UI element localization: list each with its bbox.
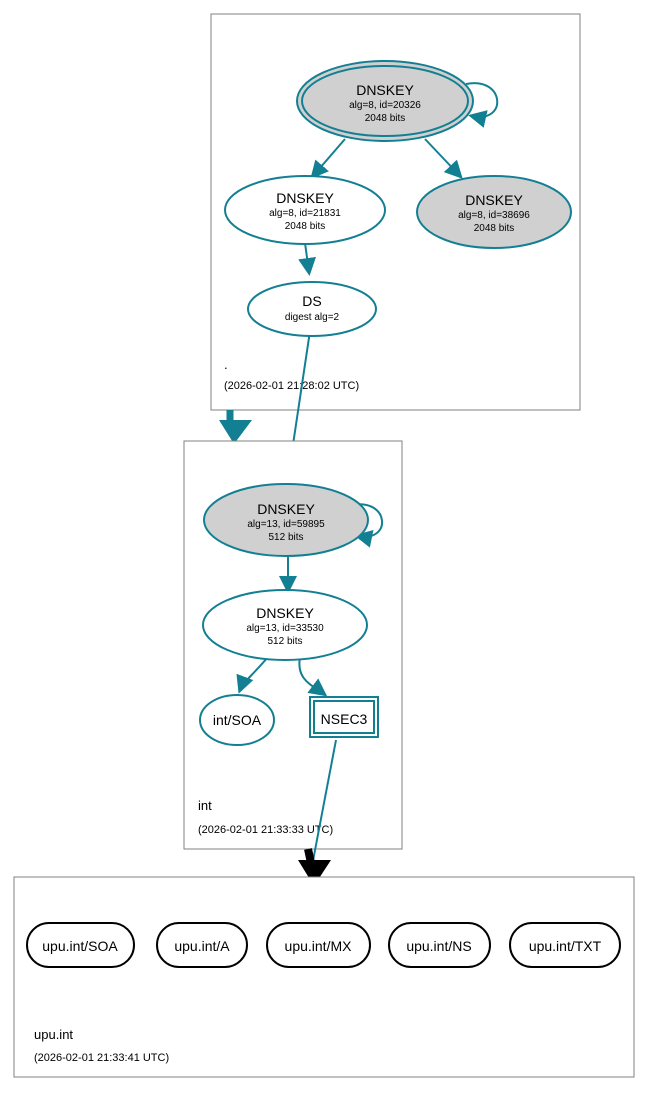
node-dnskey-21831[interactable]: [225, 176, 385, 244]
node-dnskey-20326[interactable]: [297, 61, 473, 141]
node-title: upu.int/SOA: [42, 938, 118, 954]
node-dnskey-59895[interactable]: [204, 484, 368, 556]
int-zone-timestamp: (2026-02-01 21:33:33 UTC): [198, 824, 334, 836]
delegation-arrow-root-to-int: [219, 420, 252, 444]
node-title: upu.int/NS: [406, 938, 472, 954]
node-upu-int-a[interactable]: [157, 923, 247, 967]
node-subtitle-alg: alg=13, id=33530: [246, 623, 324, 634]
node-title: DS: [302, 293, 322, 309]
node-upu-int-txt[interactable]: [510, 923, 620, 967]
node-subtitle-alg: alg=13, id=59895: [247, 519, 325, 530]
node-subtitle-alg: alg=8, id=20326: [349, 100, 421, 111]
node-title: NSEC3: [320, 711, 368, 727]
int-zone-label: int: [198, 798, 212, 813]
node-title: upu.int/A: [174, 938, 230, 954]
node-upu-int-mx[interactable]: [267, 923, 370, 967]
node-title: int/SOA: [212, 712, 262, 728]
node-int-soa[interactable]: [200, 695, 274, 745]
node-subtitle-bits: 2048 bits: [284, 221, 326, 232]
node-nsec3[interactable]: [310, 697, 378, 737]
node-dnskey-38696[interactable]: [417, 176, 571, 248]
node-upu-int-ns[interactable]: [389, 923, 490, 967]
node-title: DNSKEY: [465, 192, 523, 208]
root-zone-timestamp: (2026-02-01 21:28:02 UTC): [224, 380, 360, 392]
node-subtitle-bits: 512 bits: [267, 636, 303, 647]
node-subtitle-alg: alg=8, id=21831: [269, 208, 341, 219]
node-title: DNSKEY: [276, 190, 334, 206]
upu-int-zone-timestamp: (2026-02-01 21:33:41 UTC): [34, 1052, 170, 1064]
root-zone-label: .: [224, 357, 228, 372]
node-title: upu.int/TXT: [528, 938, 602, 954]
node-title: DNSKEY: [356, 82, 414, 98]
node-upu-int-soa[interactable]: [27, 923, 134, 967]
node-subtitle-digest: digest alg=2: [284, 312, 340, 323]
node-dnskey-33530[interactable]: [203, 590, 367, 660]
node-subtitle-alg: alg=8, id=38696: [458, 210, 530, 221]
node-title: DNSKEY: [256, 605, 314, 621]
node-ds-digest-alg-2[interactable]: [248, 282, 376, 336]
upu-int-zone-box: [14, 877, 634, 1077]
node-title: DNSKEY: [257, 501, 315, 517]
node-subtitle-bits: 2048 bits: [473, 223, 515, 234]
node-subtitle-bits: 512 bits: [268, 532, 304, 543]
node-subtitle-bits: 2048 bits: [364, 113, 406, 124]
node-title: upu.int/MX: [284, 938, 352, 954]
upu-int-zone-label: upu.int: [34, 1027, 74, 1042]
